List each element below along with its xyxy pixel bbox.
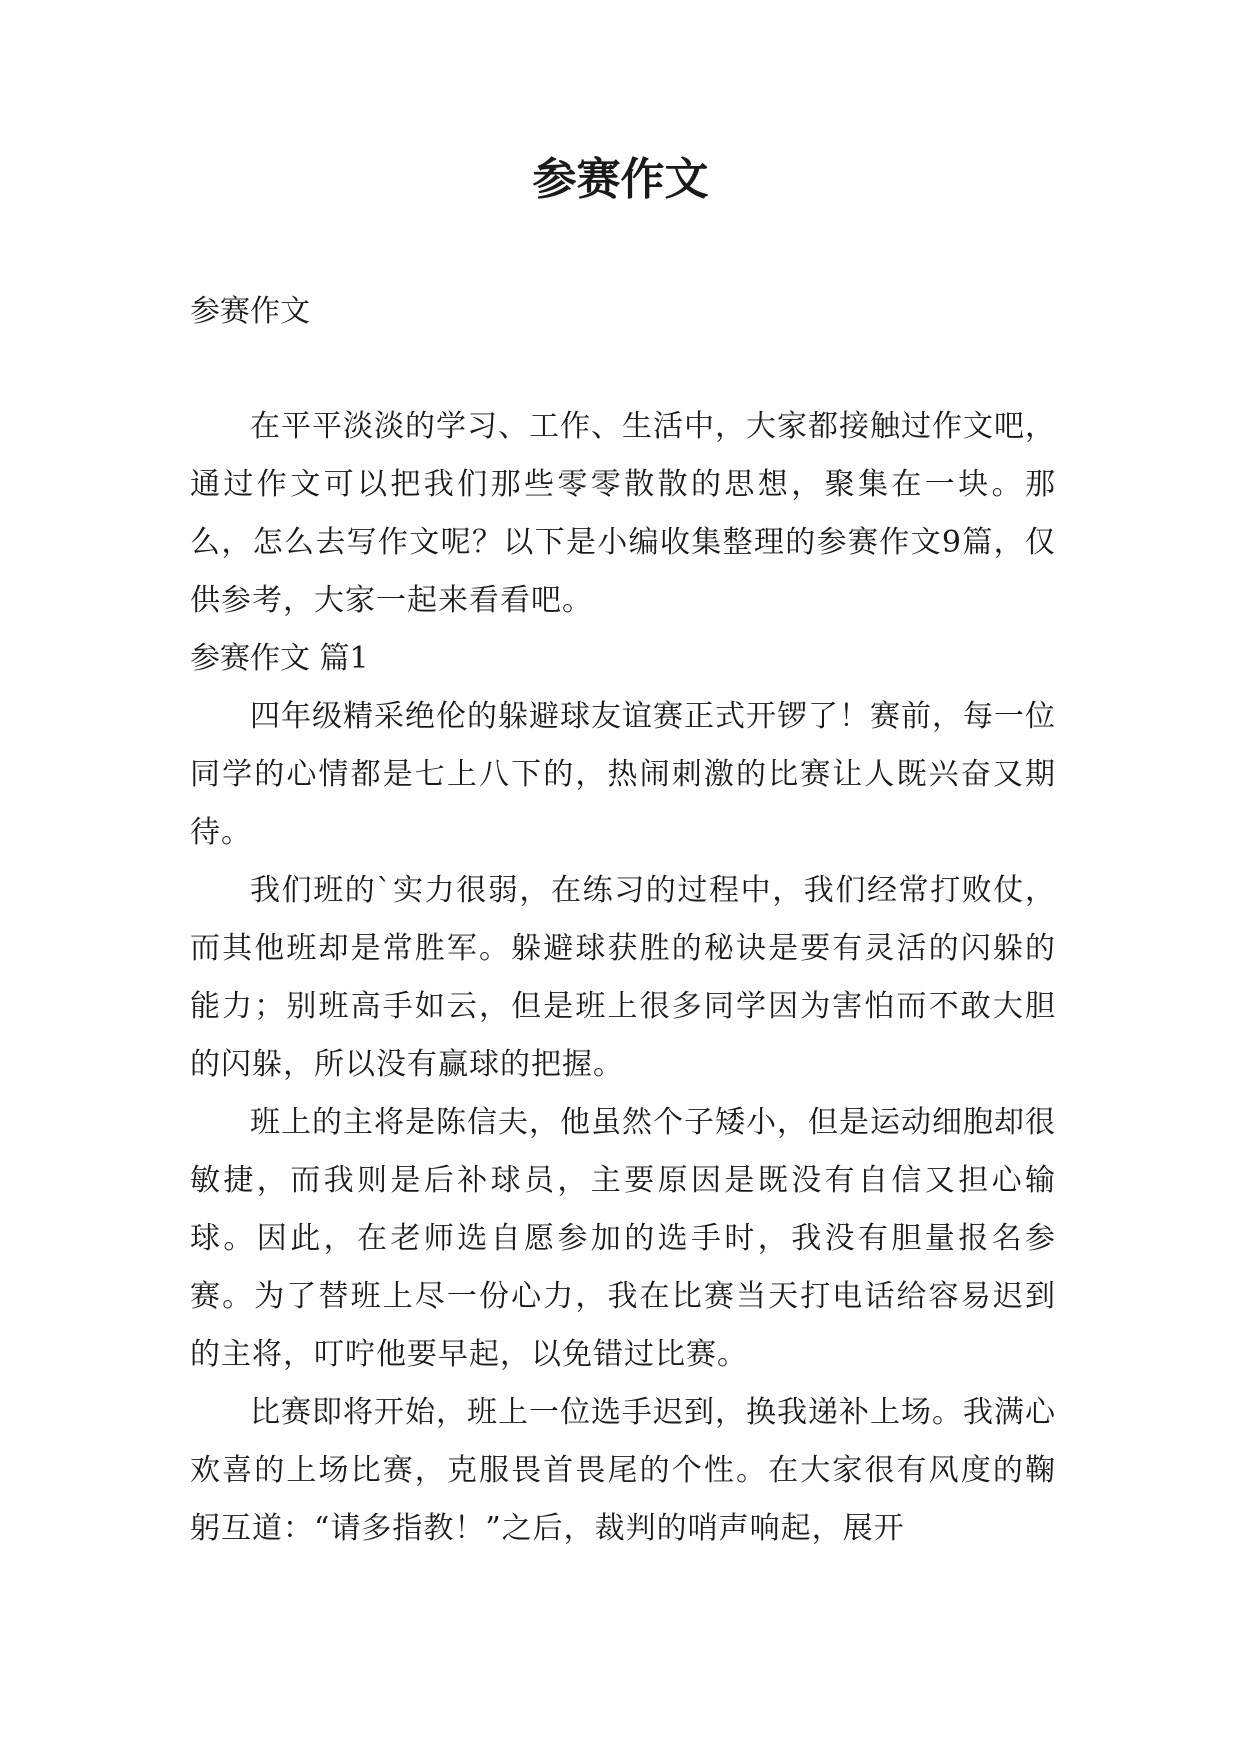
document-body: [190, 288, 1056, 1558]
section-heading: 参赛作文 篇1: [190, 641, 369, 676]
intro-paragraph: 在平平淡淡的学习、工作、生活中，大家都接触过作文吧，通过作文可以把我们那些零零散散的思想，聚集在一块。那么，怎么去写作文呢？以下是小编收集整理的参赛作文9篇，仅供参考，大家一起来看看吧。: [190, 409, 1056, 618]
body-paragraph-3: 班上的主将是陈信夫，他虽然个子矮小，但是运动细胞却很敏捷，而我则是后补球员，主要原因是既没有自信又担心输球。因此，在老师选自愿参加的选手时，我没有胆量报名参赛。为了替班上尽一份心力，我在比赛当天打电话给容易迟到的主将，叮咛他要早起，以免错过比赛。: [190, 1105, 1056, 1372]
body-paragraph-1: 四年级精采绝伦的躲避球友谊赛正式开锣了！赛前，每一位同学的心情都是七上八下的，热闹刺激的比赛让人既兴奋又期待。: [190, 699, 1056, 850]
body-paragraph-4: 比赛即将开始，班上一位选手迟到，换我递补上场。我满心欢喜的上场比赛，克服畏首畏尾的个性。在大家很有风度的鞠躬互道：“请多指教！”之后，裁判的哨声响起，展开: [190, 1395, 1056, 1546]
body-paragraph-2: 我们班的`实力很弱，在练习的过程中，我们经常打败仗，而其他班却是常胜军。躲避球获胜的秘诀是要有灵活的闪躲的能力；别班高手如云，但是班上很多同学因为害怕而不敢大胆的闪躲，所以没有赢球的把握。: [190, 873, 1056, 1082]
document-subtitle: 参赛作文: [190, 294, 310, 329]
document-title: 参赛作文: [532, 154, 709, 205]
